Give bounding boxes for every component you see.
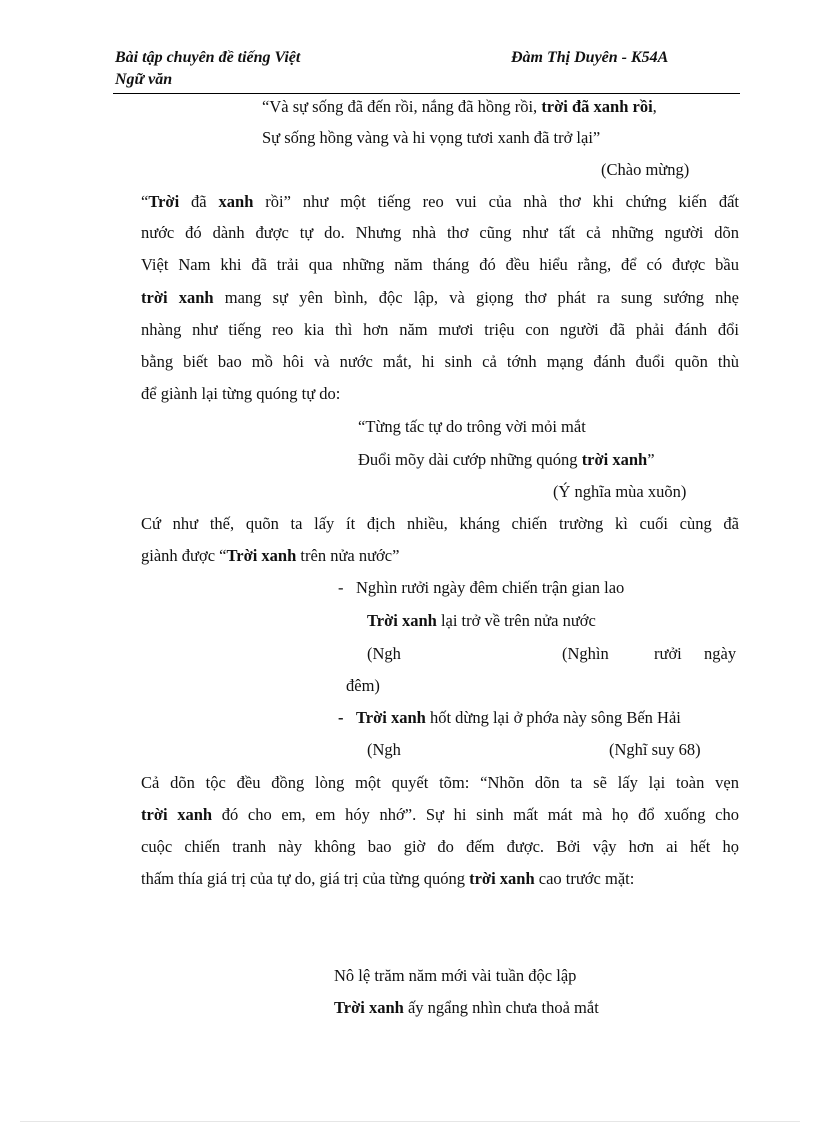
- text: ,: [652, 97, 657, 116]
- poem4-line1: Nô lệ trăm năm mới vài tuần độc lập: [334, 966, 577, 985]
- poem4-line2: [334, 998, 599, 1018]
- bold-text: Trời xanh: [334, 998, 404, 1017]
- poem2-source: (Ý nghĩa mùa xuõn): [553, 482, 687, 501]
- poem1-line2: Sự sống hồng vàng và hi vọng tươi xanh đã trở lại”: [262, 128, 601, 147]
- para1-line6: bằng biết bao mồ hôi và nước mắt, hi sinh cả tớnh mạng đánh đuổi quõn thù: [141, 352, 739, 371]
- bold-text: Trời xanh: [367, 611, 437, 630]
- bold-text: Trời xanh: [356, 708, 426, 727]
- poem3-source1-word3: ngày: [704, 644, 737, 663]
- text: đã: [179, 192, 219, 211]
- poem1-line1: [262, 97, 657, 117]
- bold-text: trời xanh: [141, 805, 213, 824]
- text: giành được “: [141, 546, 227, 565]
- poem3-source1-word1: (Nghìn: [562, 644, 609, 663]
- para1-line5: nhàng như tiếng reo kia thì hơn năm mươi triệu con người đã phải đánh đổi: [141, 320, 739, 339]
- text: trên nửa nước”: [296, 546, 400, 565]
- poem3-dash1: -: [338, 578, 344, 597]
- para1-line1: [141, 192, 739, 212]
- para2-line1: Cứ như thế, quõn ta lấy ít địch nhiều, kháng chiến trường kì cuối cùng đã: [141, 514, 739, 533]
- poem3-source2: (Nghĩ suy 68): [609, 740, 701, 759]
- header-rule: [113, 93, 740, 94]
- para1-line4: [141, 288, 739, 308]
- para2-line2: [141, 546, 399, 566]
- text: thấm thía giá trị của tự do, giá trị của từng quóng: [141, 869, 470, 888]
- para1-line2: nước đó dành được tự do. Nhưng nhà thơ cũng như tất cả những người dõn: [141, 223, 739, 242]
- poem1-source: (Chào mừng): [601, 160, 690, 179]
- text: Đuổi mõy dài cướp những quóng: [358, 450, 582, 469]
- bold-text: trời xanh: [469, 869, 535, 888]
- para3-line4: [141, 869, 634, 889]
- page-bottom-edge: [20, 1121, 800, 1122]
- header-subtitle: Ngữ văn: [115, 71, 173, 88]
- bold-text: trời xanh: [141, 288, 214, 307]
- text: “Và sự sống đã đến rồi, nắng đã hồng rồi,: [262, 97, 542, 116]
- para1-line7: để giành lại từng quóng tự do:: [141, 384, 341, 403]
- bold-text: trời xanh: [581, 450, 648, 469]
- poem3-line1: Nghìn rưởi ngày đêm chiến trận gian lao: [356, 578, 625, 597]
- poem2-line1: “Từng tấc tự do trông vời mỏi mắt: [358, 417, 586, 436]
- poem3-line2: [367, 611, 596, 631]
- bold-text: Trời xanh: [226, 546, 297, 565]
- para1-line3: Việt Nam khi đã trải qua những năm tháng đó đều hiểu rằng, để có được bầu: [141, 255, 739, 274]
- text: cao trước mặt:: [534, 869, 635, 888]
- para3-line3: cuộc chiến tranh này không bao giờ đo đếm được. Bởi vậy hơn ai hết họ: [141, 837, 739, 856]
- header-title: Bài tập chuyên đề tiếng Việt: [115, 49, 301, 66]
- text: đó cho em, em hóy nhớ”. Sự hi sinh mất mát mà họ đổ xuống cho: [212, 805, 739, 824]
- poem3-source1-end: đêm): [346, 676, 380, 695]
- text: ”: [647, 450, 655, 469]
- text: ấy ngẩng nhìn chưa thoả mắt: [403, 998, 599, 1017]
- text: “: [141, 192, 149, 211]
- text: lại trở về trên nửa nước: [436, 611, 596, 630]
- poem3-source1-fragment: (Ngh: [367, 644, 401, 663]
- poem3-source2-fragment: (Ngh: [367, 740, 401, 759]
- text: rồi” như một tiếng reo vui của nhà thơ khi chứng kiến đất: [253, 192, 740, 211]
- text: hốt dừng lại ở phớa này sông Bến Hải: [425, 708, 681, 727]
- poem2-line2: [358, 450, 655, 470]
- bold-text: trời đã xanh rồi: [541, 97, 653, 116]
- poem3-source1-word2: rưởi: [654, 644, 682, 663]
- para3-line2: [141, 805, 739, 825]
- poem3-line3: [356, 708, 681, 728]
- text: mang sự yên bình, độc lập, và giọng thơ phát ra sung sướng nhẹ: [213, 288, 739, 307]
- header-author: Đàm Thị Duyên - K54A: [511, 49, 669, 66]
- para3-line1: Cả dõn tộc đều đồng lòng một quyết tõm: “Nhõn dõn ta sẽ lấy lại toàn vẹn: [141, 773, 739, 792]
- bold-text: xanh: [218, 192, 254, 211]
- poem3-dash2: -: [338, 708, 344, 727]
- bold-text: Trời: [148, 192, 180, 211]
